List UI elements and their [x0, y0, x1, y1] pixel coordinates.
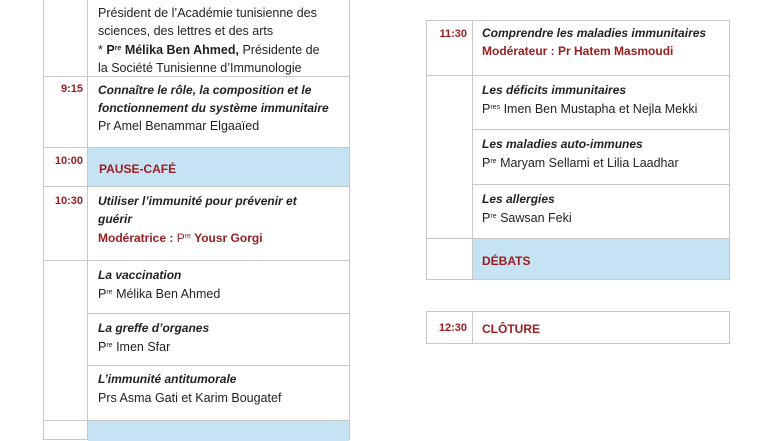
- session-915: [44, 77, 349, 147]
- session-title-line-1: Utiliser l’immunité pour prévenir et: [98, 194, 297, 208]
- closing-time: 12:30: [438, 322, 467, 334]
- talk-title: L’immunité antitumorale: [98, 372, 237, 386]
- session-time: 10:30: [54, 195, 83, 207]
- moderator-line: Modérateur : Pr Hatem Masmoudi: [482, 44, 674, 58]
- closing-table: [426, 311, 730, 344]
- talk-item: [427, 185, 729, 238]
- talk-item: [427, 130, 729, 184]
- debats-row: [473, 239, 729, 279]
- talk-title: Les allergies: [482, 192, 555, 206]
- talk-speaker: $P^{re}$ Imen Sfar: [98, 340, 171, 354]
- talk-item: [44, 261, 349, 313]
- session-time: 11:30: [439, 28, 467, 40]
- opening-line-1: Président de l’Académie tunisienne des: [98, 6, 317, 20]
- closing-label: CLÔTURE: [482, 322, 540, 336]
- talk-title: Les déficits immunitaires: [482, 83, 627, 97]
- pause-time: 10:00: [54, 155, 83, 167]
- opening-line-2: sciences, des lettres et des arts: [98, 24, 274, 38]
- moderator-line: Modératrice : $P^{re}$ Yousr Gorgi: [98, 231, 263, 245]
- session-title-line-2: guérir: [98, 212, 133, 226]
- talk-speaker: Prs Asma Gati et Karim Bougatef: [98, 391, 282, 405]
- talk-speaker: $P^{re}$ Maryam Sellami et Lilia Laadhar: [482, 156, 679, 170]
- session-1030: [44, 187, 349, 260]
- talk-title: La vaccination: [98, 268, 182, 282]
- talk-speaker: $P^{res}$ Imen Ben Mustapha et Nejla Mekki: [482, 102, 698, 116]
- session-title: Comprendre les maladies immunitaires: [482, 26, 707, 40]
- session-title-line-2: fonctionnement du système immunitaire: [98, 101, 329, 115]
- talk-title: Les maladies auto-immunes: [482, 137, 643, 151]
- pause-row: [88, 148, 349, 186]
- debats-label: DÉBATS: [482, 254, 531, 268]
- cutoff-row: [88, 421, 349, 441]
- talk-item: [44, 314, 349, 365]
- right-program-table: [426, 20, 730, 280]
- talk-item: [427, 76, 729, 129]
- opening-line-3: * $P^{re}$ Mélika Ben Ahmed, Présidente de: [98, 43, 320, 57]
- talk-speaker: $P^{re}$ Mélika Ben Ahmed: [98, 287, 221, 301]
- time-column-divider: [472, 312, 473, 343]
- speaker-name: Mélika Ben Ahmed,: [124, 43, 239, 57]
- opening-line-4: la Société Tunisienne d’Immunologie: [98, 61, 302, 75]
- session-1130: [427, 21, 729, 75]
- talk-title: La greffe d’organes: [98, 321, 210, 335]
- left-program-table: [43, 0, 350, 440]
- opening-block: [44, 0, 349, 76]
- talk-speaker: $P^{re}$ Sawsan Feki: [482, 211, 572, 225]
- session-speaker: Pr Amel Benammar Elgaaïed: [98, 119, 260, 133]
- session-time: 9:15: [60, 83, 83, 95]
- moderator-name: Yousr Gorgi: [194, 231, 263, 245]
- talk-item: [44, 366, 349, 421]
- session-title-line-1: Connaître le rôle, la composition et le: [98, 83, 312, 97]
- pause-label: PAUSE-CAFÉ: [99, 162, 177, 176]
